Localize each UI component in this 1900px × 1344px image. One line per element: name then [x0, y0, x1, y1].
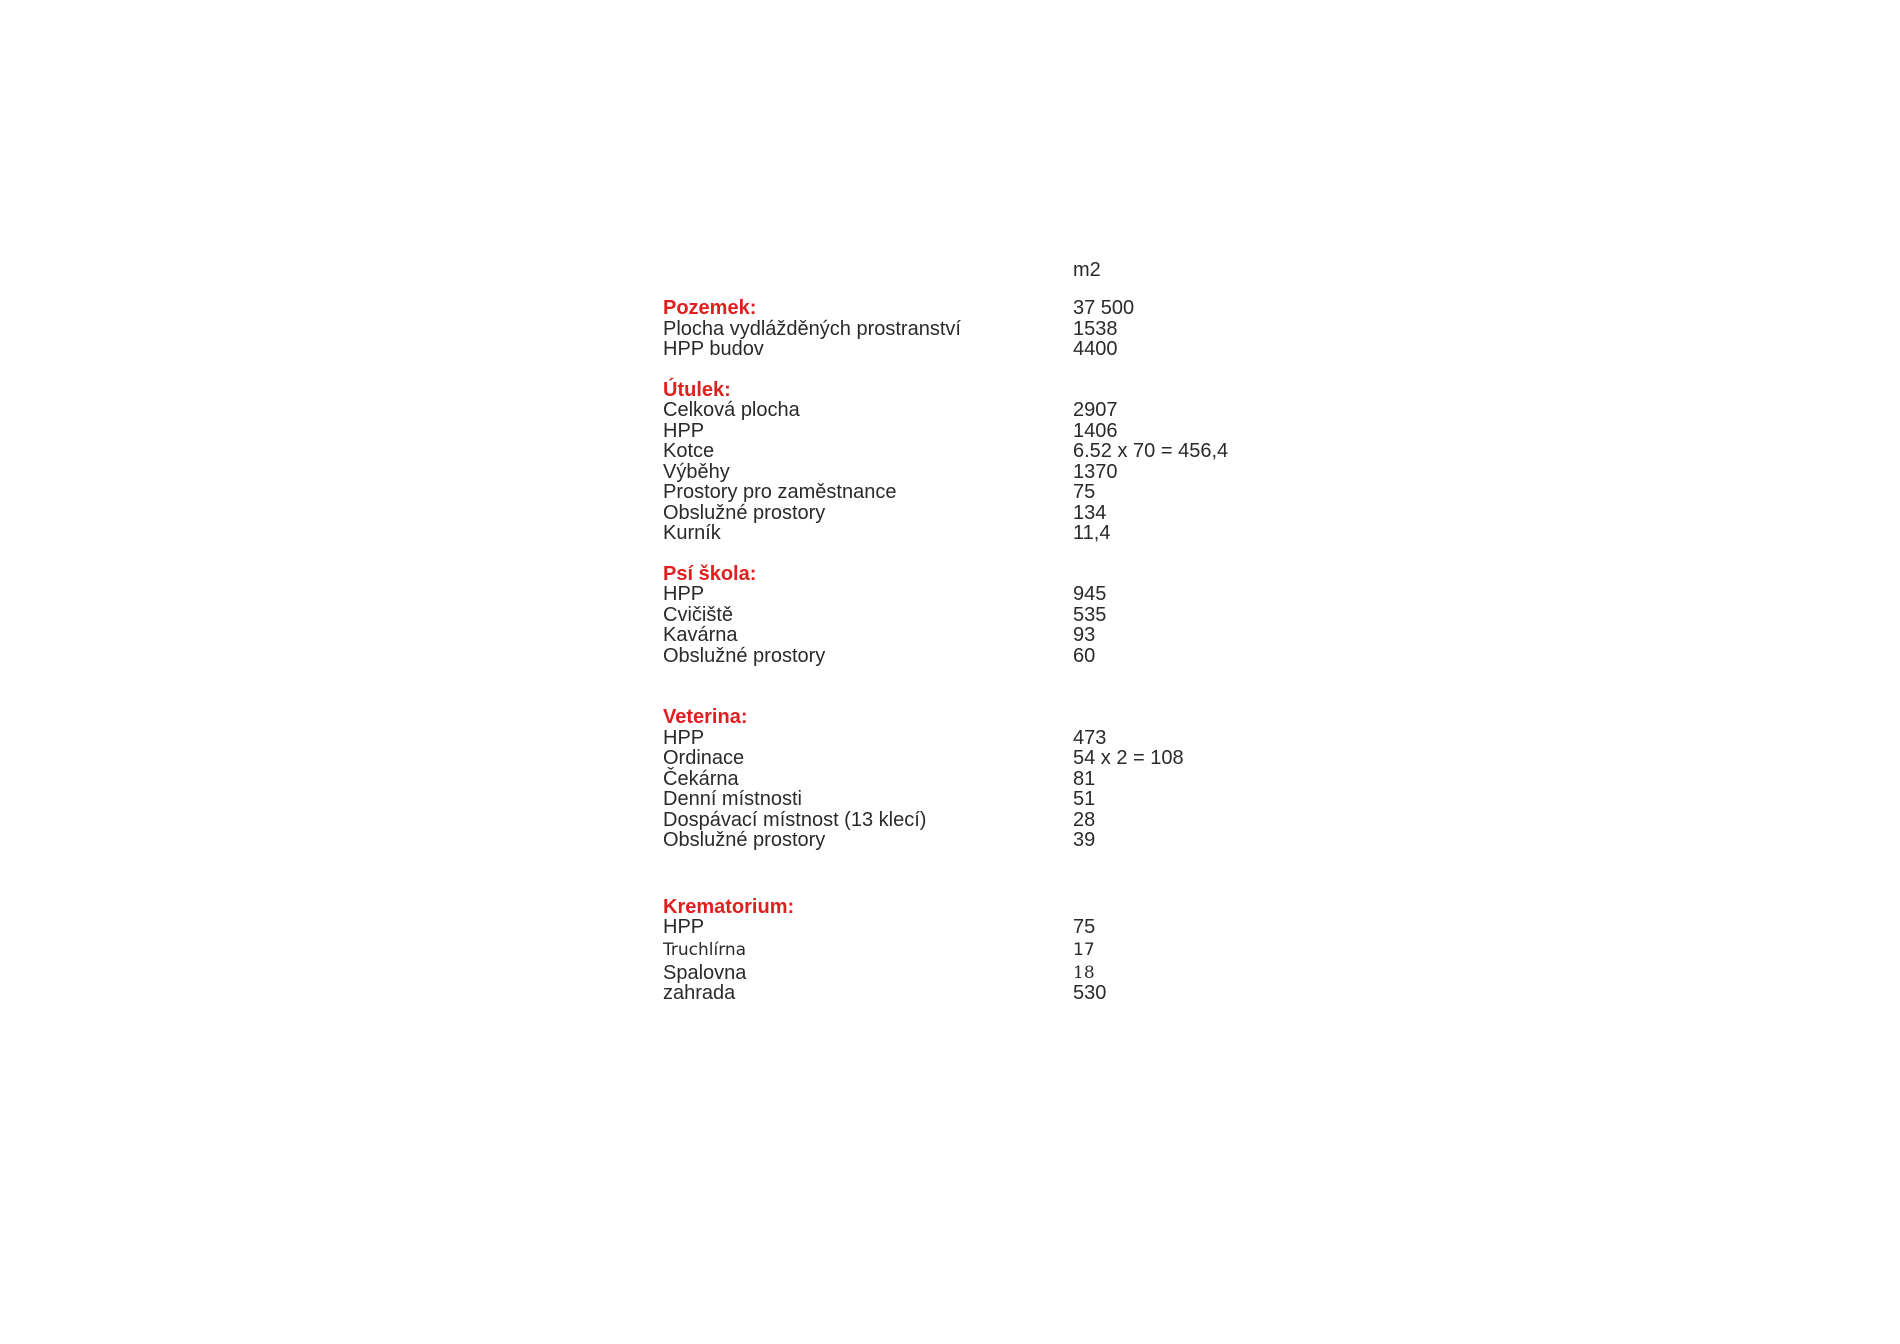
table-row: [663, 319, 1363, 340]
table-row: [663, 441, 1363, 462]
table-row: [663, 625, 1363, 646]
row-label: Kurník: [663, 522, 721, 544]
row-value: 28: [1073, 808, 1096, 831]
row-value: 75: [1073, 916, 1096, 938]
row-label: Obslužné prostory: [663, 829, 826, 851]
row-value: 81: [1073, 767, 1096, 790]
table-row: [663, 400, 1363, 421]
row-label: Kavárna: [663, 624, 738, 646]
table-row: [663, 830, 1363, 851]
row-label: HPP: [663, 419, 705, 442]
row-value: 6.52 x 70 = 456,4: [1073, 440, 1229, 462]
row-label: Celková plocha: [663, 399, 800, 421]
row-label: Truchlírna: [663, 939, 747, 960]
table-row: [663, 963, 1363, 984]
row-label: HPP: [663, 726, 705, 749]
unit-label: m2: [1073, 259, 1101, 281]
row-label: Výběhy: [663, 460, 730, 483]
row-label: Obslužné prostory: [663, 501, 826, 524]
section-heading: Veterina:: [663, 706, 748, 728]
row-value: 473: [1073, 726, 1107, 749]
area-table: [663, 257, 1363, 1004]
row-label: zahrada: [663, 982, 736, 1004]
table-row: [663, 298, 1363, 319]
row-label: Čekárna: [663, 767, 739, 790]
row-value: 945: [1073, 583, 1107, 605]
row-label: Plocha vydlážděných prostranství: [663, 317, 961, 340]
section-heading: Psí škola:: [663, 562, 757, 585]
row-value: 93: [1073, 624, 1096, 646]
section-psi-skola: [663, 564, 1363, 667]
row-value: 11,4: [1073, 522, 1111, 544]
row-label: HPP: [663, 916, 705, 938]
table-row: [663, 584, 1363, 605]
row-value: 2907: [1073, 399, 1118, 421]
row-label: Cvičiště: [663, 603, 734, 626]
row-label: HPP budov: [663, 338, 764, 360]
row-value: 54 x 2 = 108: [1073, 747, 1184, 769]
table-row: [663, 789, 1363, 810]
section-veterina: [663, 707, 1363, 851]
row-value: 530: [1073, 982, 1107, 1004]
row-value: 60: [1073, 644, 1096, 667]
unit-header-row: [663, 257, 1363, 283]
table-row: [663, 728, 1363, 749]
section-heading: Útulek:: [663, 378, 731, 401]
table-row: [663, 339, 1363, 360]
table-row: [663, 917, 1363, 938]
row-label: Denní místnosti: [663, 788, 802, 810]
row-label: Obslužné prostory: [663, 644, 826, 667]
row-label: Prostory pro zaměstnance: [663, 481, 897, 503]
row-label: Dospávací místnost (13 klecí): [663, 808, 927, 831]
row-value: 37 500: [1073, 297, 1135, 319]
row-value: 4400: [1073, 338, 1118, 360]
table-row: [663, 810, 1363, 831]
table-row: [663, 646, 1363, 667]
section-heading: Krematorium:: [663, 895, 795, 918]
row-value: 134: [1073, 501, 1107, 524]
table-row: [663, 462, 1363, 483]
table-row: [663, 983, 1363, 1004]
table-row: [663, 605, 1363, 626]
row-label: Spalovna: [663, 961, 747, 984]
row-value: 1406: [1073, 419, 1118, 442]
row-value: 1538: [1073, 317, 1118, 340]
row-label: Ordinace: [663, 747, 745, 769]
row-value: 1370: [1073, 460, 1118, 483]
table-row: [663, 421, 1363, 442]
table-row: [663, 482, 1363, 503]
row-value: 39: [1073, 829, 1096, 851]
row-label: HPP: [663, 583, 705, 605]
table-row: [663, 523, 1363, 544]
section-pozemek: [663, 298, 1363, 360]
table-row: [663, 938, 1363, 963]
table-row: [663, 769, 1363, 790]
table-row: [663, 748, 1363, 769]
row-value: 75: [1073, 481, 1096, 503]
section-krematorium: [663, 897, 1363, 1004]
row-value: 535: [1073, 603, 1107, 626]
table-row: [663, 503, 1363, 524]
row-value: 17: [1073, 939, 1095, 960]
row-value: 51: [1073, 788, 1096, 810]
section-heading: Pozemek:: [663, 297, 757, 319]
row-label: Kotce: [663, 440, 715, 462]
section-utulek: [663, 380, 1363, 544]
row-value: 18: [1073, 962, 1095, 983]
